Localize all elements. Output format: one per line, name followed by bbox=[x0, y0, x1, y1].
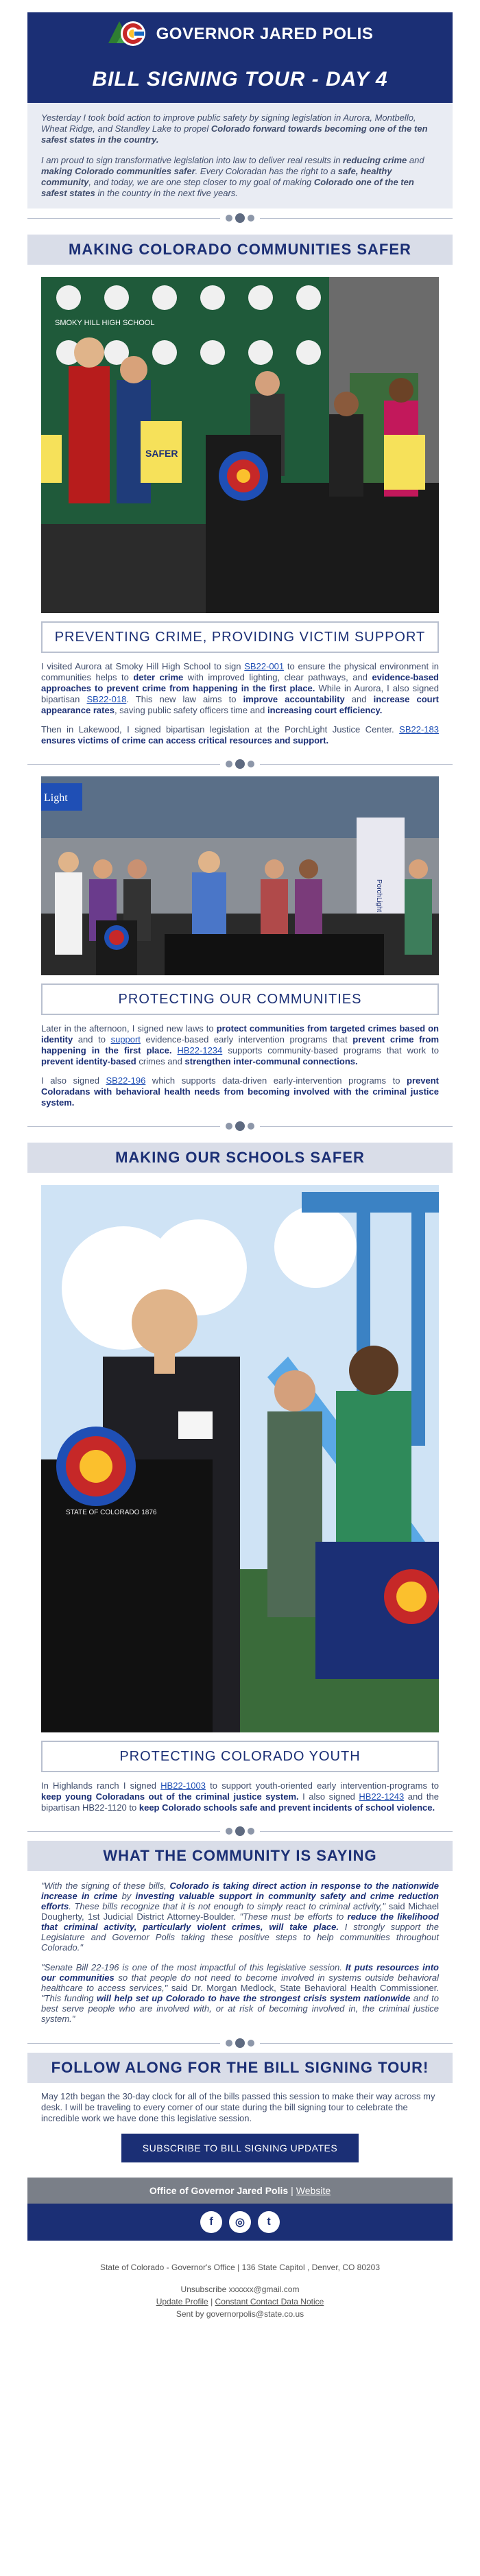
text-run: In Highlands ranch I signed bbox=[41, 1780, 161, 1791]
text-run: and the bipartisan HB22-1120 to bbox=[41, 1791, 439, 1813]
text-run: by bbox=[117, 1891, 136, 1901]
bill-link-sb22-183[interactable]: SB22-183 bbox=[399, 724, 439, 735]
footer-links bbox=[0, 2295, 480, 2308]
paragraph bbox=[41, 1075, 439, 1108]
protecting-youth-text bbox=[41, 1780, 439, 1813]
follow-text bbox=[41, 2091, 439, 2124]
link-support[interactable]: support bbox=[110, 1034, 141, 1045]
bill-link-hb22-1234[interactable]: HB22-1234 bbox=[177, 1045, 223, 1056]
text-run: I strongly support the Legislature and Governor Polis taking these positive steps to help communities throughout Colorado." bbox=[41, 1922, 439, 1953]
text-run: crimes and bbox=[136, 1056, 185, 1066]
bill-link-hb22-1243[interactable]: HB22-1243 bbox=[359, 1791, 405, 1802]
subheading-protecting-communities bbox=[41, 983, 439, 1015]
divider bbox=[27, 1822, 453, 1841]
text-run-bold: prevent identity-based bbox=[41, 1056, 136, 1066]
text-run: and bbox=[407, 155, 424, 165]
banner-text: PorchLight bbox=[375, 879, 383, 912]
header-title-name: JARED POLIS bbox=[259, 25, 374, 43]
bill-link-sb22-001[interactable]: SB22-001 bbox=[244, 661, 285, 671]
text-run: to ensure the physical environment in communities helps to bbox=[41, 661, 439, 682]
seal-text: STATE OF COLORADO 1876 bbox=[66, 1509, 157, 1516]
backdrop-text: SMOKY HILL HIGH SCHOOL bbox=[55, 319, 155, 327]
footer-address: State of Colorado - Governor's Office | 136 State Capitol , Denver, CO 80203 bbox=[99, 2263, 381, 2272]
text-run-bold: making Colorado communities safer bbox=[41, 166, 195, 176]
text-run-bold: investing valuable support in community safety and crime reduction efforts bbox=[41, 1891, 439, 1911]
text-run: Then in Lakewood, I signed bipartisan legislation at the PorchLight Justice Center. bbox=[41, 724, 400, 735]
bill-link-sb22-196[interactable]: SB22-196 bbox=[106, 1075, 146, 1086]
subheading-title: PROTECTING OUR COMMUNITIES bbox=[118, 991, 362, 1007]
header-title bbox=[156, 25, 374, 44]
intro-paragraph-2 bbox=[41, 155, 439, 199]
separator: | bbox=[211, 2297, 213, 2306]
text-run: , and today, we are one step closer to my goal of making bbox=[88, 177, 314, 187]
text-run: so that people do not need to become involved in systems outside behavioral healthcare to access services," bbox=[41, 1972, 439, 1993]
text-run: with improved lighting, clear pathways, and bbox=[183, 672, 372, 682]
update-profile-link[interactable]: Update Profile bbox=[156, 2297, 208, 2306]
banner-band bbox=[27, 56, 453, 103]
instagram-icon[interactable]: ◎ bbox=[229, 2211, 251, 2233]
section-title: FOLLOW ALONG FOR THE BILL SIGNING TOUR! bbox=[51, 2059, 429, 2076]
sign-text: SAFER bbox=[145, 448, 178, 459]
section-title: MAKING COLORADO COMMUNITIES SAFER bbox=[69, 241, 411, 258]
facebook-icon[interactable]: f bbox=[200, 2211, 222, 2233]
section-title: MAKING OUR SCHOOLS SAFER bbox=[115, 1149, 365, 1166]
text-run-bold: Colorado one of the ten safest states bbox=[41, 177, 414, 198]
section-heading-follow bbox=[27, 2053, 453, 2083]
office-band bbox=[27, 2178, 453, 2204]
email-footer bbox=[0, 2261, 480, 2320]
text-run: I visited Aurora at Smoky Hill High School to sign bbox=[41, 661, 245, 671]
divider bbox=[27, 2034, 453, 2053]
subheading-victim-support bbox=[41, 621, 439, 653]
header-title-prefix: GOVERNOR bbox=[156, 25, 255, 43]
text-run-bold: increasing court efficiency. bbox=[267, 705, 383, 715]
photo-smoky-hill-signing bbox=[41, 277, 439, 613]
text-run-bold: keep young Coloradans out of the criminal justice system. bbox=[41, 1791, 299, 1802]
subscribe-button[interactable]: SUBSCRIBE TO BILL SIGNING UPDATES bbox=[121, 2134, 359, 2162]
text-run: and to best serve people who are involved with, or at risk of becoming involved in, the criminal justice system." bbox=[41, 1993, 439, 2024]
divider bbox=[27, 208, 453, 228]
text-run: which supports data-driven early-intervention programs to bbox=[145, 1075, 407, 1086]
text-run: . These bills recognize that it is not enough to simply react to criminal activity," bbox=[69, 1901, 386, 1911]
section-title: WHAT THE COMMUNITY IS SAYING bbox=[103, 1847, 377, 1864]
text-run-bold: improve accountability bbox=[243, 694, 345, 704]
text-run-bold: It puts resources into our communities bbox=[41, 1962, 439, 1983]
text-run-bold: ensures victims of crime can access critical resources and support. bbox=[41, 735, 329, 746]
divider bbox=[27, 1117, 453, 1136]
backdrop-text: Light bbox=[44, 792, 68, 804]
community-quotes bbox=[41, 1881, 439, 2024]
footer-unsubscribe[interactable]: Unsubscribe xxxxxx@gmail.com bbox=[180, 2285, 300, 2294]
section-heading-safer-communities bbox=[27, 235, 453, 265]
separator: | bbox=[291, 2185, 293, 2196]
text-run: While in Aurora, I also signed bipartisan bbox=[41, 683, 439, 704]
twitter-icon[interactable]: t bbox=[258, 2211, 280, 2233]
text-run: I also signed bbox=[298, 1791, 359, 1802]
text-run: . Every Coloradan has the right to a bbox=[195, 166, 338, 176]
text-run: . This new law aims to bbox=[126, 694, 243, 704]
text-run: "These must be efforts to bbox=[239, 1911, 348, 1922]
text-run: , saving public safety officers time and bbox=[114, 705, 267, 715]
text-run-bold: reduce the likelihood that criminal activity, particularly violent crimes, will take place. bbox=[41, 1911, 439, 1932]
email-container bbox=[27, 12, 453, 2241]
text-run-bold: Colorado forward towards becoming one of the ten safest states in the country. bbox=[41, 123, 428, 145]
quote-dougherty bbox=[41, 1881, 439, 1953]
quote-medlock bbox=[41, 1962, 439, 2024]
paragraph bbox=[41, 724, 439, 746]
text-run: said Dr. Morgan Medlock, State Behavioral Health Commissioner. bbox=[167, 1983, 440, 1993]
text-run-bold: strengthen inter-communal connections. bbox=[184, 1056, 358, 1066]
text-run: and to bbox=[73, 1034, 111, 1045]
subheading-title: PREVENTING CRIME, PROVIDING VICTIM SUPPORT bbox=[54, 629, 426, 645]
section-heading-community bbox=[27, 1841, 453, 1871]
text-run: "With the signing of these bills, bbox=[41, 1881, 170, 1891]
subheading-title: PROTECTING COLORADO YOUTH bbox=[119, 1748, 361, 1764]
text-run-bold: increase court appearance rates bbox=[41, 694, 439, 715]
text-run: supports community-based programs that work to bbox=[222, 1045, 439, 1056]
intro-text bbox=[27, 103, 453, 208]
protecting-communities-text bbox=[41, 1023, 439, 1108]
photo-highlands-ranch-signing bbox=[41, 1185, 439, 1732]
text-run: Later in the afternoon, I signed new laws to bbox=[41, 1023, 217, 1034]
section-heading-schools bbox=[27, 1143, 453, 1173]
data-notice-link[interactable]: Constant Contact Data Notice bbox=[215, 2297, 324, 2306]
colorado-logo bbox=[107, 16, 151, 53]
banner-title: BILL SIGNING TOUR - DAY 4 bbox=[92, 68, 388, 91]
text-run-bold: evidence-based approaches to prevent crime from happening in the first place. bbox=[41, 672, 439, 693]
text-run-bold: prevent crime from happening in the first place. bbox=[41, 1034, 440, 1056]
text-run: "This funding bbox=[41, 1993, 97, 2003]
text-run-bold: Colorado is taking direct action in response to the nationwide increase in crime bbox=[41, 1881, 439, 1901]
header-band bbox=[27, 12, 453, 56]
text-run-bold: reducing crime bbox=[343, 155, 407, 165]
text-run: I am proud to sign transformative legislation into law to deliver real results in bbox=[41, 155, 344, 165]
bill-link-sb22-018[interactable]: SB22-018 bbox=[86, 694, 127, 704]
text-run: in the country in the next five years. bbox=[95, 188, 238, 198]
text-run: "Senate Bill 22-196 is one of the most impactful of this legislative session. bbox=[41, 1962, 346, 1972]
victim-support-text bbox=[41, 661, 439, 746]
text-run-bold: will help set up Colorado to have the strongest crisis system nationwide bbox=[97, 1993, 411, 2003]
paragraph bbox=[41, 1023, 439, 1067]
text-run-bold: deter crime bbox=[133, 672, 184, 682]
text-run: Yesterday I took bold action to improve public safety by signing legislation in Aurora, Montbello, Wheat Ridge, and Standley Lake to propel bbox=[41, 112, 416, 134]
website-link[interactable]: Website bbox=[296, 2185, 331, 2196]
text-run: and bbox=[344, 694, 374, 704]
text-run: evidence-based early intervention programs that bbox=[140, 1034, 353, 1045]
subheading-protecting-youth bbox=[41, 1741, 439, 1772]
divider bbox=[27, 754, 453, 774]
text-run: to support youth-oriented early intervention-programs to bbox=[205, 1780, 440, 1791]
office-name: Office of Governor Jared Polis bbox=[149, 2185, 289, 2196]
text-run: said Michael Dougherty, 1st Judicial District Attorney-Boulder. bbox=[41, 1901, 439, 1922]
paragraph bbox=[41, 661, 439, 716]
cta-wrapper bbox=[27, 2134, 453, 2162]
paragraph bbox=[41, 1780, 439, 1813]
social-band bbox=[27, 2204, 453, 2241]
paragraph: May 12th began the 30-day clock for all of the bills passed this session to make their way across my desk. I will be traveling to every corner of our state during the bill signing tour to celebrate the incredible work we have done this legislative session. bbox=[41, 2091, 435, 2123]
text-run-bold: prevent Coloradans with behavioral health needs from becoming involved with the criminal justice system. bbox=[41, 1075, 439, 1108]
text-run: I also signed bbox=[41, 1075, 106, 1086]
intro-paragraph-1 bbox=[41, 112, 439, 145]
photo-porchlight-signing bbox=[41, 776, 439, 975]
text-run-bold: protect communities from targeted crimes based on identity bbox=[41, 1023, 439, 1045]
text-run-bold: keep Colorado schools safe and prevent incidents of school violence. bbox=[139, 1802, 435, 1813]
footer-sent-by: Sent by governorpolis@state.co.us bbox=[176, 2309, 304, 2319]
bill-link-hb22-1003[interactable]: HB22-1003 bbox=[160, 1780, 206, 1791]
text-run-bold: safe, healthy community bbox=[41, 166, 392, 187]
